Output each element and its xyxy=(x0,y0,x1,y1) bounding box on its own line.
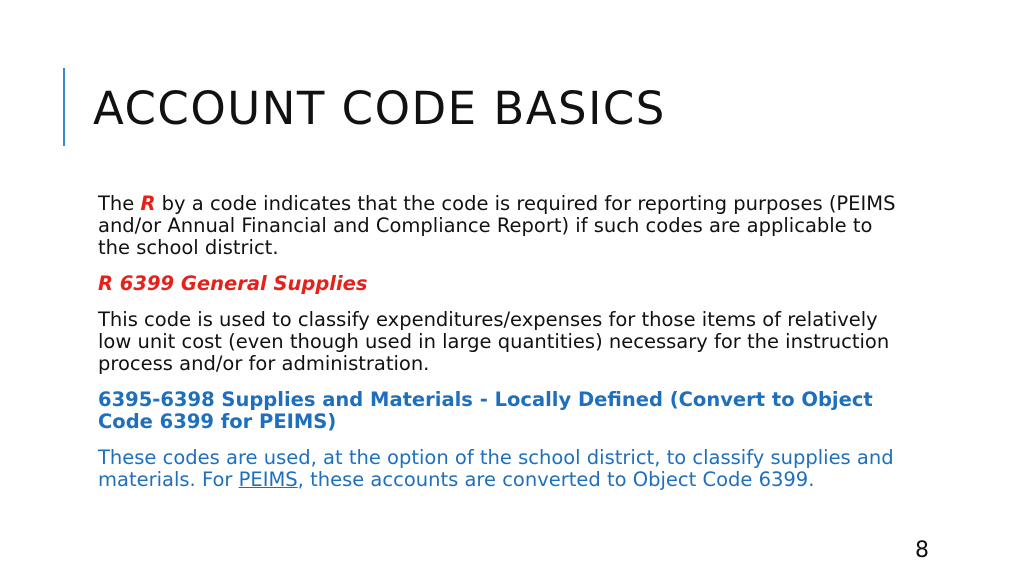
paragraph-general-supplies: This code is used to classify expenditures/expenses for those items of relatively low unit cost (even though used in large quantities) necessary for the instruction process and/or for administration. xyxy=(98,308,890,375)
p3-text-before: These codes are used, at the option of the school district, to classify supplies and materials. For xyxy=(98,446,894,491)
peims-link[interactable]: PEIMS xyxy=(238,468,298,491)
paragraph-r-definition xyxy=(98,193,898,259)
r-marker: R xyxy=(140,192,156,215)
p1-text-after: by a code indicates that the code is required for reporting purposes (PEIMS and/or Annual Financial and Compliance Report) if such codes are applicable to the school district. xyxy=(98,192,896,259)
heading-supplies-materials: 6395-6398 Supplies and Materials - Locally Defined (Convert to Object Code 6399 for PEIMS) xyxy=(98,388,873,433)
title-accent-bar xyxy=(63,68,65,146)
p3-text-after: , these accounts are converted to Object Code 6399. xyxy=(297,468,815,491)
p1-text-before: The xyxy=(98,192,141,215)
slide-body xyxy=(98,193,898,505)
page-number: 8 xyxy=(915,538,929,563)
heading-general-supplies: R 6399 General Supplies xyxy=(98,272,368,295)
paragraph-supplies-materials xyxy=(98,447,898,491)
slide-title: ACCOUNT CODE BASICS xyxy=(93,82,666,135)
